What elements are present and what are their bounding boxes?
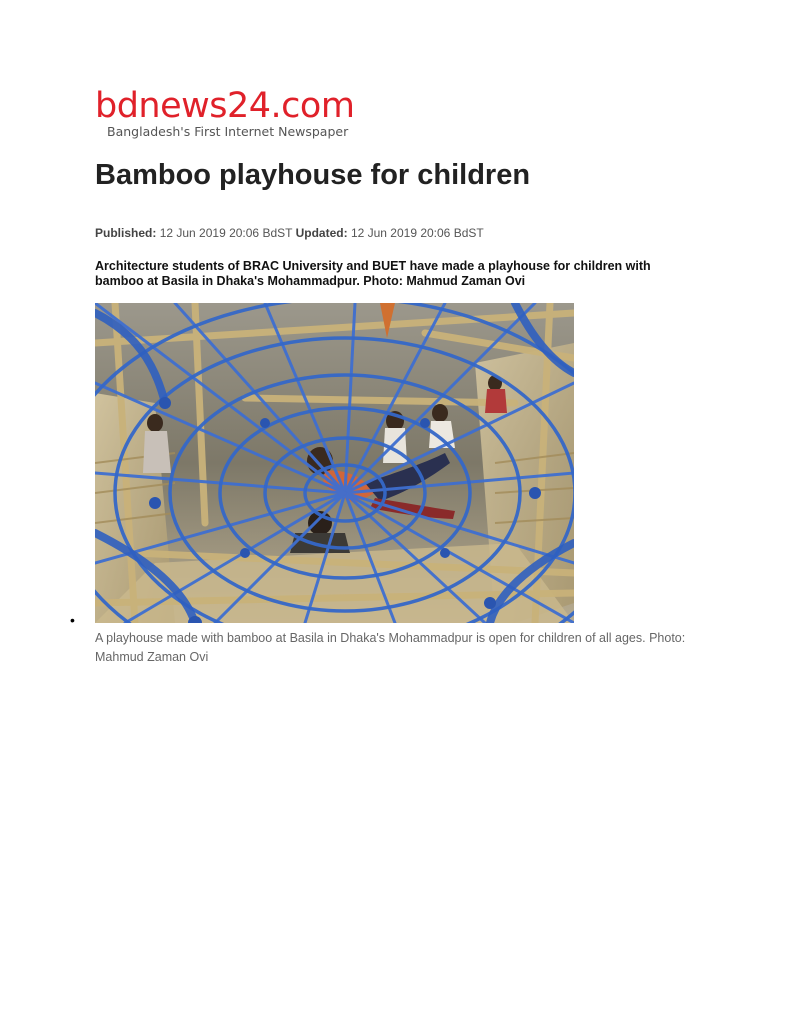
logo-wordmark: bdnews24.com	[95, 86, 355, 126]
updated-label: Updated:	[295, 226, 348, 240]
published-label: Published:	[95, 226, 157, 240]
article-photo[interactable]	[95, 303, 574, 623]
published-date: 12 Jun 2019 20:06 BdST	[159, 226, 293, 240]
article-meta	[95, 225, 484, 241]
list-bullet: •	[70, 612, 75, 628]
updated-date: 12 Jun 2019 20:06 BdST	[350, 226, 484, 240]
logo-tagline: Bangladesh's First Internet Newspaper	[107, 124, 349, 139]
article-lead: Architecture students of BRAC University and BUET have made a playhouse for children with bamboo at Basila in Dhaka's Mohammadpur. Photo: Mahmud Zaman Ovi	[95, 259, 651, 288]
article-title: Bamboo playhouse for children	[95, 159, 531, 191]
photo-illustration	[95, 303, 574, 623]
photo-caption: A playhouse made with bamboo at Basila in Dhaka's Mohammadpur is open for children of all ages. Photo: Mahmud Zaman Ovi	[95, 631, 686, 664]
masthead-logo[interactable]	[95, 86, 355, 140]
